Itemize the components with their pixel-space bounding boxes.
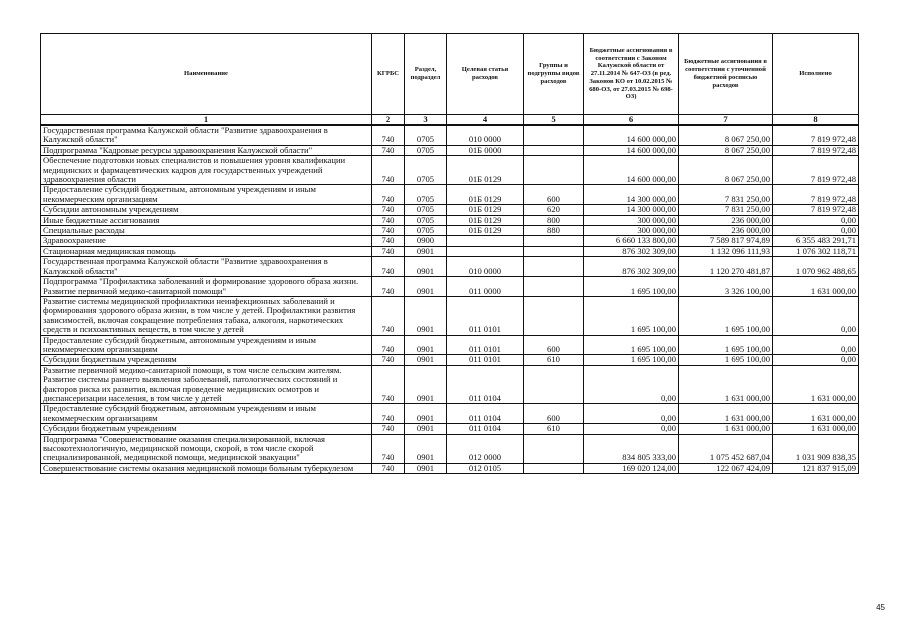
row-razdel: 0705 <box>405 156 447 185</box>
row-name: Государственная программа Калужской области "Развитие здравоохранения в Калужской области" <box>41 125 372 145</box>
column-number: 5 <box>524 115 584 126</box>
table-row <box>41 277 859 297</box>
row-group <box>524 257 584 277</box>
row-name: Подпрограмма "Профилактика заболеваний и формирование здорового образа жизни. Развитие первичной медико-санитарной помощи" <box>41 277 372 297</box>
row-kgrbs: 740 <box>372 296 405 335</box>
column-number: 6 <box>584 115 679 126</box>
row-executed-amount: 1 631 000,00 <box>773 404 859 424</box>
row-name: Обеспечение подготовки новых специалистов и повышения уровня квалификации медицинских и фармацевтических кадров для государственных учреждений здравоохранения области <box>41 156 372 185</box>
row-name: Подпрограмма "Кадровые ресурсы здравоохранения Калужской области" <box>41 145 372 155</box>
row-kgrbs: 740 <box>372 236 405 246</box>
row-target: 011 0104 <box>447 365 524 404</box>
row-kgrbs: 740 <box>372 463 405 473</box>
table-row <box>41 226 859 236</box>
row-name: Субсидии бюджетным учреждениям <box>41 355 372 365</box>
row-group: 600 <box>524 185 584 205</box>
row-refined-amount: 1 695 100,00 <box>679 355 773 365</box>
row-executed-amount: 7 819 972,48 <box>773 156 859 185</box>
row-law-amount: 169 020 124,00 <box>584 463 679 473</box>
row-razdel: 0901 <box>405 257 447 277</box>
row-group: 800 <box>524 215 584 225</box>
row-group <box>524 156 584 185</box>
row-name: Субсидии бюджетным учреждениям <box>41 424 372 434</box>
row-razdel: 0901 <box>405 424 447 434</box>
row-executed-amount: 0,00 <box>773 355 859 365</box>
row-group: 600 <box>524 335 584 355</box>
budget-table <box>40 33 859 474</box>
row-razdel: 0901 <box>405 355 447 365</box>
row-target: 011 0101 <box>447 335 524 355</box>
header-razdel: Раздел, подраздел <box>405 34 447 115</box>
row-kgrbs: 740 <box>372 125 405 145</box>
row-law-amount: 0,00 <box>584 365 679 404</box>
table-row <box>41 236 859 246</box>
header-law: Бюджетные ассигнования в соответствии с Законом Калужской области от 27.11.2014 № 647-ОЗ (в ред. Законов КО от 10.02.2015 № 680-ОЗ, от 27.03.2015 № 698-ОЗ) <box>584 34 679 115</box>
row-law-amount: 0,00 <box>584 424 679 434</box>
row-kgrbs: 740 <box>372 215 405 225</box>
table-row <box>41 145 859 155</box>
row-group <box>524 246 584 256</box>
row-target: 01Б 0129 <box>447 156 524 185</box>
row-razdel: 0901 <box>405 434 447 463</box>
table-row <box>41 156 859 185</box>
page-number: 45 <box>876 603 885 612</box>
table-row <box>41 257 859 277</box>
row-group <box>524 463 584 473</box>
row-razdel: 0705 <box>405 215 447 225</box>
row-refined-amount: 8 067 250,00 <box>679 156 773 185</box>
row-executed-amount: 1 070 962 488,65 <box>773 257 859 277</box>
row-target: 01Б 0129 <box>447 215 524 225</box>
row-kgrbs: 740 <box>372 145 405 155</box>
row-target: 011 0000 <box>447 277 524 297</box>
column-number: 7 <box>679 115 773 126</box>
header-row <box>41 34 859 115</box>
header-executed: Исполнено <box>773 34 859 115</box>
row-kgrbs: 740 <box>372 185 405 205</box>
row-refined-amount: 3 326 100,00 <box>679 277 773 297</box>
row-razdel: 0901 <box>405 277 447 297</box>
row-name: Специальные расходы <box>41 226 372 236</box>
row-law-amount: 14 600 000,00 <box>584 156 679 185</box>
row-kgrbs: 740 <box>372 404 405 424</box>
row-name: Здравоохранение <box>41 236 372 246</box>
row-name: Совершенствование системы оказания медицинской помощи больным туберкулезом <box>41 463 372 473</box>
row-executed-amount: 0,00 <box>773 296 859 335</box>
table-row <box>41 335 859 355</box>
row-target: 012 0000 <box>447 434 524 463</box>
row-razdel: 0705 <box>405 226 447 236</box>
row-razdel: 0901 <box>405 335 447 355</box>
table-row <box>41 296 859 335</box>
table-row <box>41 215 859 225</box>
row-group <box>524 434 584 463</box>
row-executed-amount: 7 819 972,48 <box>773 145 859 155</box>
row-group <box>524 365 584 404</box>
row-executed-amount: 121 837 915,09 <box>773 463 859 473</box>
row-refined-amount: 7 831 250,00 <box>679 185 773 205</box>
header-refined: Бюджетные ассигнования в соответствии с уточненной бюджетной росписью расходов <box>679 34 773 115</box>
row-razdel: 0705 <box>405 145 447 155</box>
row-law-amount: 300 000,00 <box>584 226 679 236</box>
row-target: 011 0104 <box>447 404 524 424</box>
row-target: 012 0105 <box>447 463 524 473</box>
row-executed-amount: 7 819 972,48 <box>773 185 859 205</box>
header-name: Наименование <box>41 34 372 115</box>
row-razdel: 0901 <box>405 463 447 473</box>
row-group <box>524 296 584 335</box>
row-executed-amount: 7 819 972,48 <box>773 205 859 215</box>
row-razdel: 0901 <box>405 246 447 256</box>
table-row <box>41 355 859 365</box>
row-executed-amount: 1 631 000,00 <box>773 424 859 434</box>
row-law-amount: 6 660 133 800,00 <box>584 236 679 246</box>
row-kgrbs: 740 <box>372 257 405 277</box>
row-executed-amount: 1 631 000,00 <box>773 277 859 297</box>
row-group: 620 <box>524 205 584 215</box>
row-refined-amount: 7 589 817 974,89 <box>679 236 773 246</box>
row-kgrbs: 740 <box>372 246 405 256</box>
row-razdel: 0705 <box>405 205 447 215</box>
table-row <box>41 365 859 404</box>
row-group: 610 <box>524 355 584 365</box>
row-name: Иные бюджетные ассигнования <box>41 215 372 225</box>
row-kgrbs: 740 <box>372 335 405 355</box>
row-law-amount: 14 600 000,00 <box>584 145 679 155</box>
column-number: 4 <box>447 115 524 126</box>
row-target <box>447 246 524 256</box>
table-row <box>41 463 859 473</box>
row-group <box>524 236 584 246</box>
table-row <box>41 125 859 145</box>
row-name: Предоставление субсидий бюджетным, автономным учреждениям и иным некоммерческим организациям <box>41 185 372 205</box>
row-target: 01Б 0000 <box>447 145 524 155</box>
row-law-amount: 14 600 000,00 <box>584 125 679 145</box>
row-refined-amount: 236 000,00 <box>679 226 773 236</box>
row-razdel: 0705 <box>405 185 447 205</box>
row-refined-amount: 1 631 000,00 <box>679 365 773 404</box>
row-kgrbs: 740 <box>372 355 405 365</box>
row-name: Предоставление субсидий бюджетным, автономным учреждениям и иным некоммерческим организациям <box>41 335 372 355</box>
row-executed-amount: 1 031 909 838,35 <box>773 434 859 463</box>
row-law-amount: 834 805 333,00 <box>584 434 679 463</box>
row-name: Развитие системы медицинской профилактики неинфекционных заболеваний и формирования здорового образа жизни, в том числе у детей. Профилактики развития зависимостей, включая сокращение потребления табака, алкоголя, наркотических средств и психоактивных веществ, в том числе у детей <box>41 296 372 335</box>
row-refined-amount: 1 631 000,00 <box>679 404 773 424</box>
row-target: 011 0101 <box>447 296 524 335</box>
row-name: Государственная программа Калужской области "Развитие здравоохранения в Калужской области" <box>41 257 372 277</box>
row-law-amount: 1 695 100,00 <box>584 355 679 365</box>
row-kgrbs: 740 <box>372 156 405 185</box>
row-law-amount: 14 300 000,00 <box>584 205 679 215</box>
row-executed-amount: 0,00 <box>773 335 859 355</box>
row-kgrbs: 740 <box>372 226 405 236</box>
row-executed-amount: 0,00 <box>773 226 859 236</box>
row-target: 010 0000 <box>447 257 524 277</box>
table-row <box>41 246 859 256</box>
row-executed-amount: 7 819 972,48 <box>773 125 859 145</box>
row-razdel: 0901 <box>405 365 447 404</box>
row-target <box>447 236 524 246</box>
row-refined-amount: 1 075 452 687,04 <box>679 434 773 463</box>
row-kgrbs: 740 <box>372 205 405 215</box>
row-target: 01Б 0129 <box>447 185 524 205</box>
row-group: 880 <box>524 226 584 236</box>
table-row <box>41 205 859 215</box>
row-kgrbs: 740 <box>372 424 405 434</box>
row-law-amount: 14 300 000,00 <box>584 185 679 205</box>
row-refined-amount: 122 067 424,09 <box>679 463 773 473</box>
row-group <box>524 125 584 145</box>
row-refined-amount: 7 831 250,00 <box>679 205 773 215</box>
row-name: Развитие первичной медико-санитарной помощи, в том числе сельским жителям. Развитие системы раннего выявления заболеваний, патологических состояний и факторов риска их развития, включая проведение медицинских осмотров и диспансеризации населения, в том числе у детей <box>41 365 372 404</box>
row-law-amount: 300 000,00 <box>584 215 679 225</box>
table-row <box>41 185 859 205</box>
table-row <box>41 424 859 434</box>
row-target: 01Б 0129 <box>447 205 524 215</box>
row-law-amount: 1 695 100,00 <box>584 335 679 355</box>
row-kgrbs: 740 <box>372 365 405 404</box>
row-name: Предоставление субсидий бюджетным, автономным учреждениям и иным некоммерческим организациям <box>41 404 372 424</box>
row-razdel: 0705 <box>405 125 447 145</box>
column-number-row <box>41 115 859 126</box>
row-refined-amount: 1 631 000,00 <box>679 424 773 434</box>
column-number: 8 <box>773 115 859 126</box>
row-law-amount: 0,00 <box>584 404 679 424</box>
row-law-amount: 1 695 100,00 <box>584 277 679 297</box>
row-group <box>524 277 584 297</box>
column-number: 2 <box>372 115 405 126</box>
row-target: 011 0104 <box>447 424 524 434</box>
row-law-amount: 876 302 309,00 <box>584 257 679 277</box>
row-law-amount: 1 695 100,00 <box>584 296 679 335</box>
row-group: 610 <box>524 424 584 434</box>
row-law-amount: 876 302 309,00 <box>584 246 679 256</box>
row-executed-amount: 1 631 000,00 <box>773 365 859 404</box>
row-refined-amount: 1 695 100,00 <box>679 335 773 355</box>
row-refined-amount: 8 067 250,00 <box>679 145 773 155</box>
row-refined-amount: 1 132 096 111,93 <box>679 246 773 256</box>
row-group <box>524 145 584 155</box>
row-refined-amount: 236 000,00 <box>679 215 773 225</box>
row-executed-amount: 6 355 483 291,71 <box>773 236 859 246</box>
row-target: 01Б 0129 <box>447 226 524 236</box>
row-name: Стационарная медицинская помощь <box>41 246 372 256</box>
row-refined-amount: 1 695 100,00 <box>679 296 773 335</box>
table-row <box>41 404 859 424</box>
row-name: Подпрограмма "Совершенствование оказания специализированной, включая высокотехнологичную, медицинской помощи, скорой, в том числе скорой специализированной, медицинской помощи, медицинской эвакуации" <box>41 434 372 463</box>
row-razdel: 0901 <box>405 296 447 335</box>
row-refined-amount: 1 120 270 481,87 <box>679 257 773 277</box>
row-refined-amount: 8 067 250,00 <box>679 125 773 145</box>
row-target: 011 0101 <box>447 355 524 365</box>
row-executed-amount: 1 076 302 118,71 <box>773 246 859 256</box>
table-row <box>41 434 859 463</box>
row-executed-amount: 0,00 <box>773 215 859 225</box>
column-number: 1 <box>41 115 372 126</box>
header-target: Целевая статья расходов <box>447 34 524 115</box>
row-group: 600 <box>524 404 584 424</box>
row-kgrbs: 740 <box>372 277 405 297</box>
row-razdel: 0900 <box>405 236 447 246</box>
header-kgrbs: КГРБС <box>372 34 405 115</box>
row-name: Субсидии автономным учреждениям <box>41 205 372 215</box>
column-number: 3 <box>405 115 447 126</box>
header-groups: Группы и подгруппы видов расходов <box>524 34 584 115</box>
row-razdel: 0901 <box>405 404 447 424</box>
row-kgrbs: 740 <box>372 434 405 463</box>
row-target: 010 0000 <box>447 125 524 145</box>
